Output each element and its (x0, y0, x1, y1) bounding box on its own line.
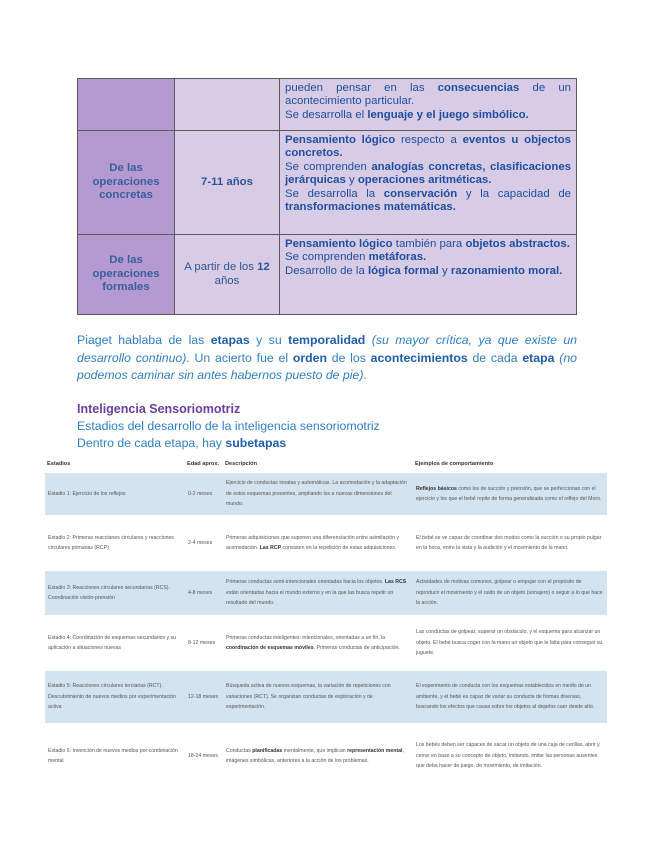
header-cell: Edad aprox. (187, 461, 220, 467)
header-cell: Estadios (47, 461, 71, 467)
stage-age-cell (175, 79, 280, 131)
age-suffix: años (214, 274, 240, 287)
sensorimotor-table (45, 456, 607, 783)
stage-name-cell: De las operaciones concretas (78, 131, 175, 235)
age-cell: 4-8 meses (185, 571, 223, 615)
description-cell: Conductas planificadas mentalmente, que implican representación mental, imágenes simbólicas, anteriores a la acción de los problemas. (226, 747, 404, 764)
stage-age-cell: 7-11 años (175, 131, 280, 235)
stage-name-cell (78, 79, 175, 131)
header-cell: Ejemplos de comportamiento (415, 461, 494, 467)
example-cell: Los bebés deben ser capaces de sacar un objeto de una caja de cerillas, abrir y cerrar en base a su concepto de objeto, imitando, imitar las personas ausentes que deba hacer de juego, de movimiento, de imitación. (416, 742, 600, 770)
table-header-row (45, 456, 607, 473)
line-bold: subetapas (225, 436, 287, 450)
stage-row (78, 79, 577, 131)
header-cell: Descripción (225, 461, 258, 467)
stage-description-cell: Pensamiento lógico respecto a eventos u objectos concretos. Se comprenden analogías concretas, clasificaciones jerárquicas y operaciones aritméticas. Se desarrolla la conservación y la capacidad de transformaciones matemáticas. (280, 131, 577, 235)
age-prefix: A partir de los (184, 261, 258, 274)
example-cell: Las conductas de golpear, superar un obstáculo, y el esquema para alcanzar un objeto. El bebé busca coger con la mano un objeto que le falta para conseguir su juguete. (416, 629, 603, 657)
table-row (45, 473, 607, 515)
piaget-critique-paragraph: Piaget hablaba de las etapas y su temporalidad (su mayor crítica, ya que existe un desarrollo continuo). Un acierto fue el orden de los acontecimientos de cada etapa (no podemos caminar sin antes habernos puesto de pie). (77, 333, 578, 382)
description-cell: Búsqueda activa de nuevos esquemas, la variación de repeticiones con variaciones (RCT). Se organizan conductas de exploración y de experimentación. (223, 671, 413, 723)
age-number: 12 (257, 261, 270, 274)
stage-cell: Estadio 3: Reacciones circulares secundarias (RCS). Coordinación visión-prensión (45, 571, 185, 615)
age-cell: 18-24 meses (188, 752, 218, 759)
stage-row (78, 235, 577, 315)
description-cell: Primeras conductas semi-intencionales orientadas hacia los objetos. Las RCS están orientadas hacia el mundo externo y en la que las busca repetir un resultado del mundo. (223, 571, 413, 615)
table-row (45, 571, 607, 615)
stage-row (78, 131, 577, 235)
stage-cell: Estadio 1: Ejercicio de los reflejos (45, 473, 185, 515)
example-cell: El experimento de conducta con los esquemas establecidos en medio de un ambiente, y el bebé es capaz de variar su conducta de formas diversas, buscando los efectos que causa sobre los objetos al dejarlos caer desde alto. (413, 671, 607, 723)
stage-cell: Estadio 5: Reacciones circulares terciarias (RCT). Descubrimiento de nuevos medios por experimentación activa (45, 671, 185, 723)
table-row (45, 729, 607, 783)
piaget-stages-table (77, 78, 577, 315)
stage-name-cell: De las operaciones formales (78, 235, 175, 315)
table-row (45, 671, 607, 723)
stage-description-cell: Pensamiento lógico también para objetos abstractos. Se comprenden metáforas. Desarrollo de la lógica formal y razonamiento moral. (280, 235, 577, 315)
description-cell: Primeras adquisiciones que suponen una diferenciación entre asimilación y acomodación. Las RCP consisten en la repetición de estas adquisiciones. (226, 534, 400, 551)
age-cell: 0-2 meses (185, 473, 223, 515)
stage-cell: Estadio 2: Primeras reacciones circulares y reacciones circulares primarias (RCP) (48, 534, 174, 551)
table-row (45, 621, 607, 665)
stage-cell: Estadio 4: Coordinación de esquemas secundarios y su aplicación a situaciones nuevas (48, 634, 177, 651)
stage-cell: Estadio 6: Invención de nuevos medios por combinación mental (48, 747, 178, 764)
age-cell: 12-18 meses (185, 671, 223, 723)
description-cell: Ejercicio de conductas innatas y automáticas. La acomodación y la adaptación de estos esquemas presentes, ampliando los a nuevas dimensiones del mundo. (223, 473, 413, 515)
section-heading: Inteligencia Sensoriomotriz (77, 402, 241, 416)
example-cell: Actividades de motivas comunes, golpear o empujar con el propósito de reproducir el movimiento y el ruido de un objeto (sonajero) o seguir a lo que hace la acción. (413, 571, 607, 615)
stage-age-cell (175, 235, 280, 315)
age-cell: 2-4 meses (188, 539, 213, 546)
line-prefix: Dentro de cada etapa, hay (77, 436, 226, 450)
table-row (45, 521, 607, 565)
example-cell: Reflejos básicos como los de succión y prensión, que se perfeccionan con el ejercicio y los que el bebé repite de forma generalizada como el reflejo del Moro. (413, 473, 607, 515)
section-line: Estadios del desarrollo de la inteligencia sensoriomotriz (77, 419, 380, 433)
description-cell: Primeras conductas inteligentes: intencionales, orientadas a un fin, la coordinación de esquemas móviles. Primeras conductas de anticipación. (226, 634, 400, 651)
age-cell: 8-12 meses (188, 639, 216, 646)
example-cell: El bebé se ve capaz de coordinar dos modos como la succión o su propio pulgar en la boca, entre la vista y la audición y el movimiento de la mano. (416, 534, 602, 551)
stage-description-cell: pueden pensar en las consecuencias de un acontecimiento particular. Se desarrolla el lenguaje y el juego simbólico. (280, 79, 577, 131)
section-line (77, 436, 286, 450)
